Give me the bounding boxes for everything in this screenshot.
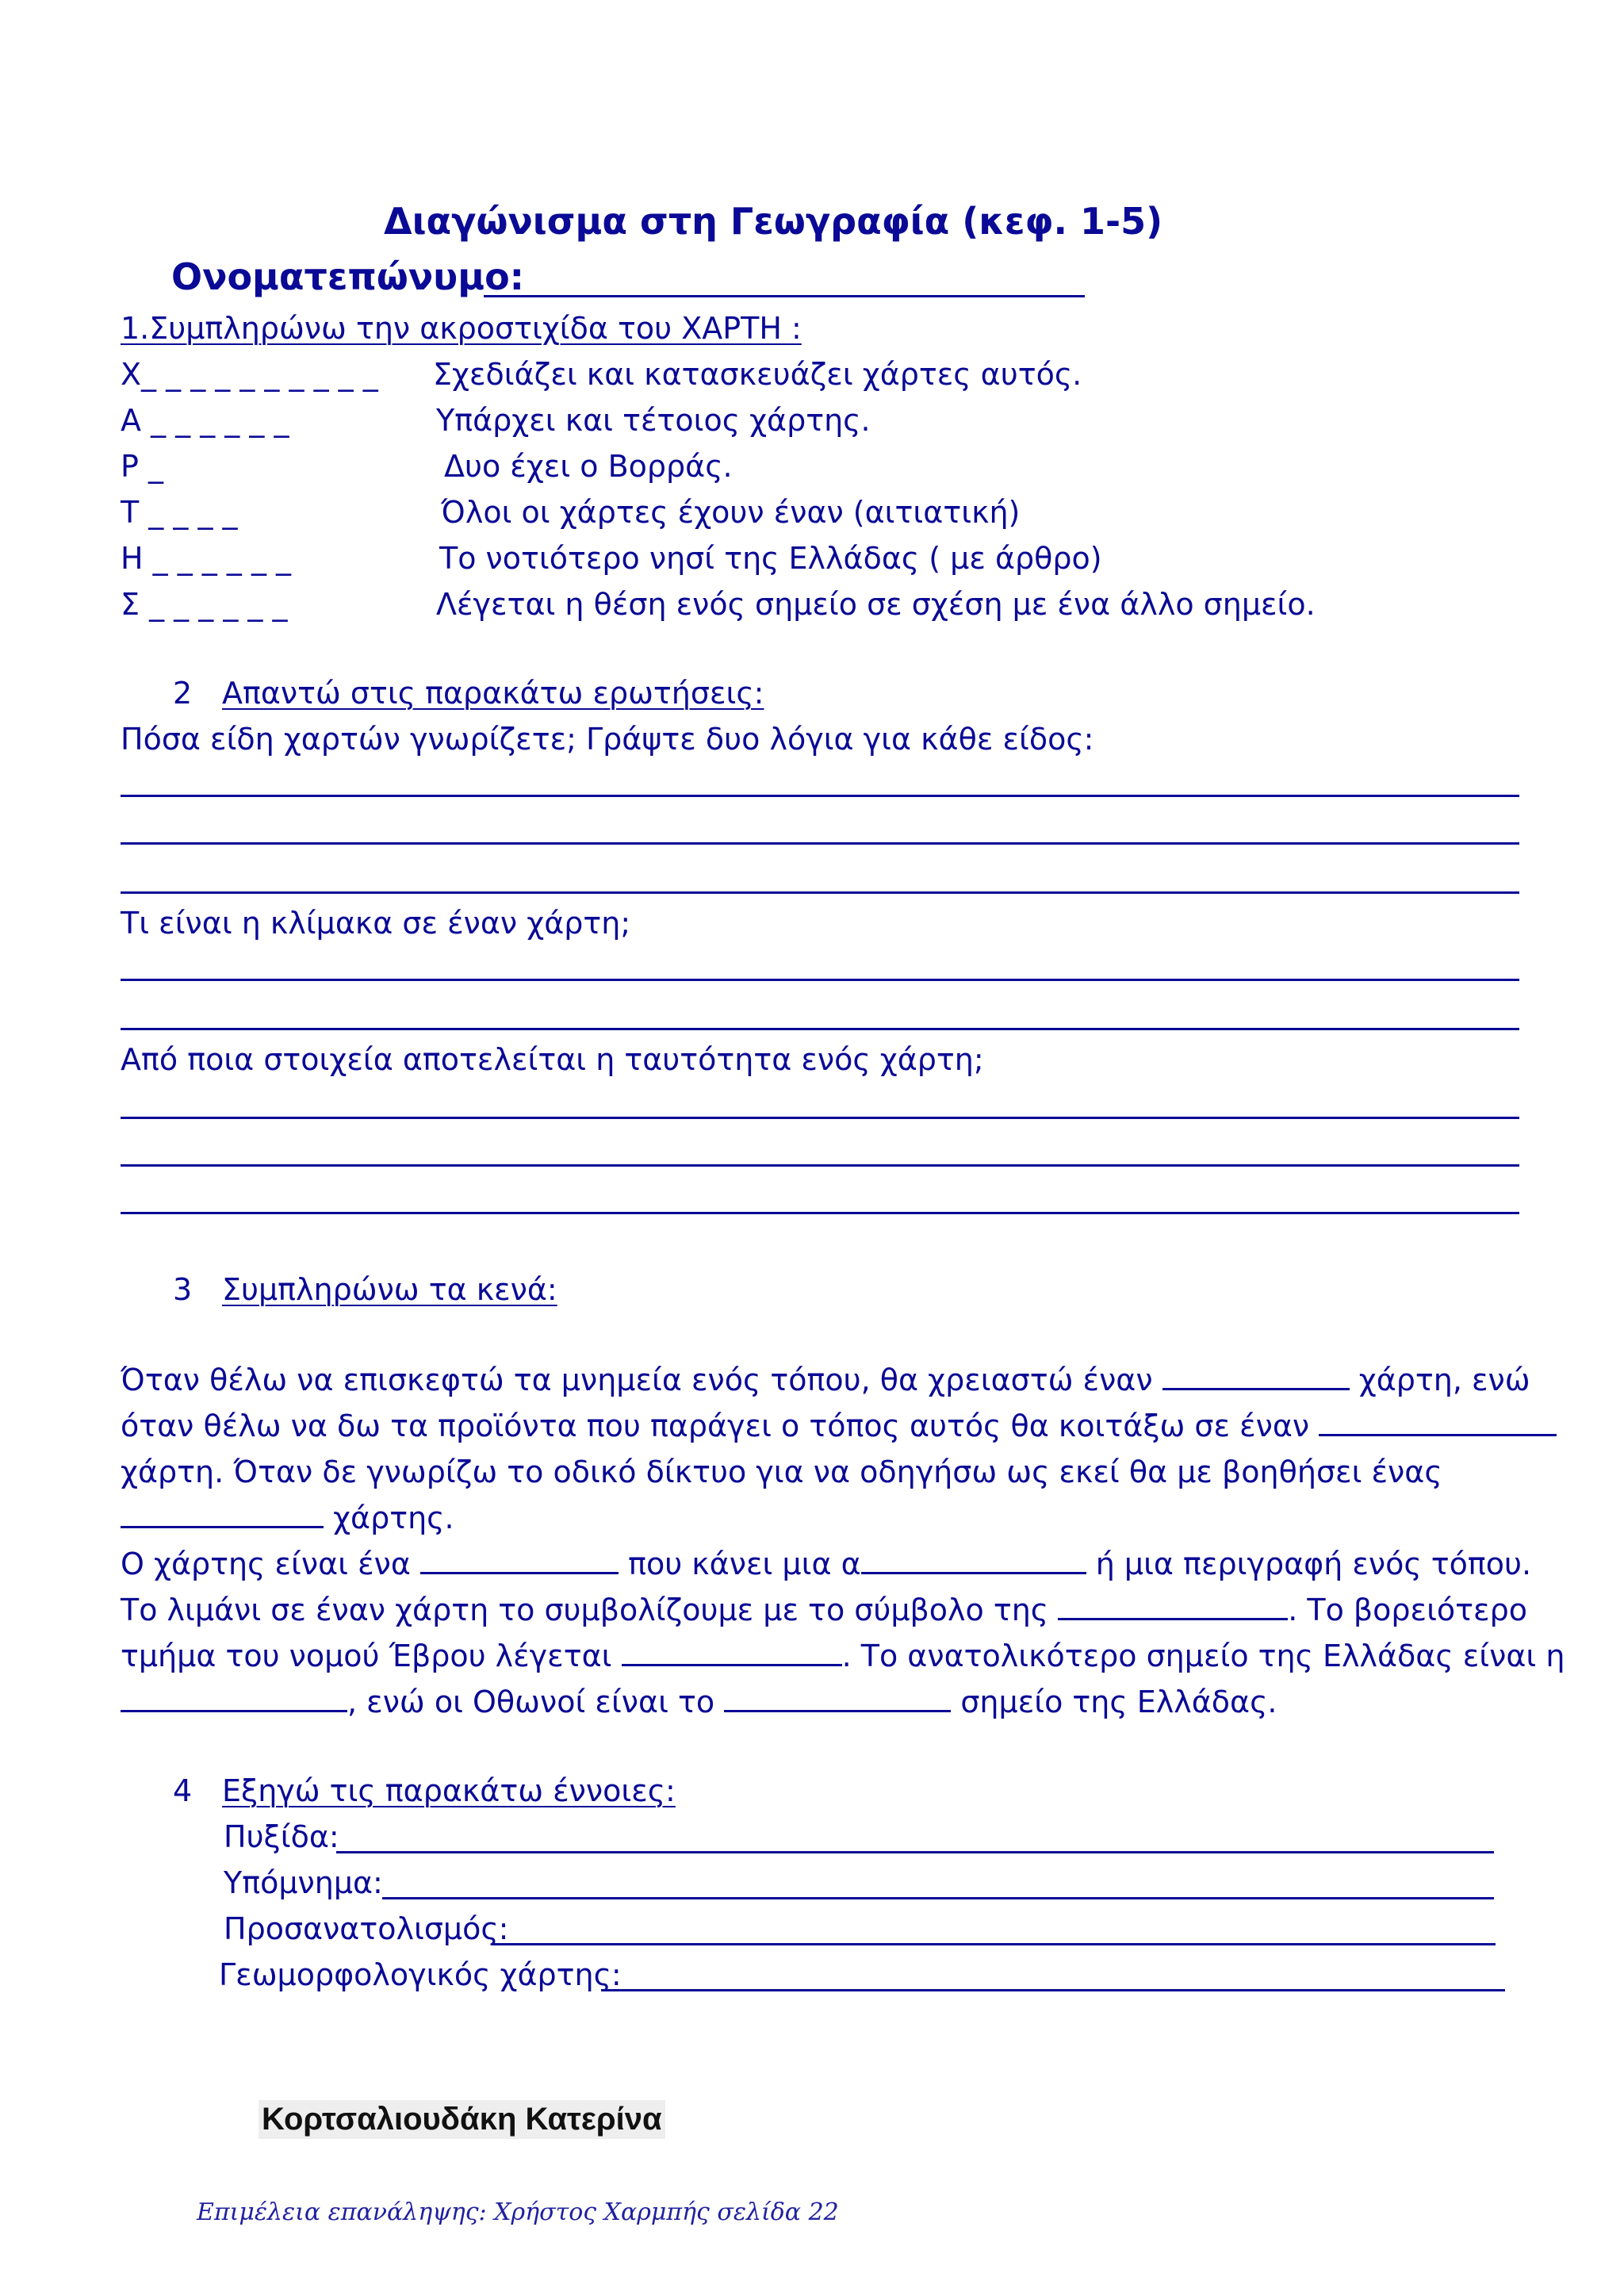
fill-sentence	[121, 1407, 1557, 1445]
fill-sentence	[121, 1637, 1565, 1675]
answer-line[interactable]	[121, 1212, 1519, 1214]
fill-blank[interactable]	[724, 1686, 951, 1712]
fill-sentence	[121, 1683, 1277, 1721]
fill-blank[interactable]	[121, 1502, 324, 1528]
acrostic-clue-x: Σχεδιάζει και κατασκευάζει χάρτες αυτός.	[433, 357, 1082, 392]
answer-line[interactable]	[121, 979, 1519, 981]
acrostic-clue-a: Υπάρχει και τέτοιος χάρτης.	[436, 403, 871, 438]
acrostic-letter-t: Τ _ _ _ _	[121, 495, 238, 530]
q3-number: 3	[173, 1272, 193, 1307]
fill-text: Ο χάρτης είναι ένα	[121, 1547, 411, 1581]
fill-blank[interactable]	[622, 1640, 842, 1666]
fill-blank[interactable]	[1162, 1364, 1350, 1390]
acrostic-letter-x: Χ_ _ _ _ _ _ _ _ _ _	[121, 357, 378, 392]
fill-sentence	[121, 1453, 1442, 1491]
q2-heading: Απαντώ στις παρακάτω ερωτήσεις:	[222, 676, 764, 711]
q2-number: 2	[173, 676, 193, 711]
answer-line[interactable]	[121, 795, 1519, 797]
fill-sentence	[121, 1591, 1527, 1629]
fill-text: . Το βορειότερο	[1288, 1593, 1527, 1627]
fill-text: σημείο της Ελλάδας.	[960, 1685, 1277, 1719]
acrostic-clue-r: Δυο έχει ο Βορράς.	[444, 449, 733, 484]
acrostic-clue-h: Το νοτιότερο νησί της Ελλάδας ( με άρθρο)	[439, 541, 1102, 576]
fill-text: χάρτης.	[333, 1501, 454, 1535]
q2-question-3: Από ποια στοιχεία αποτελείται η ταυτότητα ενός χάρτη;	[121, 1042, 984, 1077]
fill-sentence	[121, 1545, 1531, 1583]
fill-text: χάρτη, ενώ	[1358, 1363, 1530, 1397]
acrostic-letter-a: Α _ _ _ _ _ _	[121, 403, 289, 438]
acrostic-letter-h: Η _ _ _ _ _ _	[121, 541, 292, 576]
term-geomorphological-map: Γεωμορφολογικός χάρτης:	[219, 1957, 622, 1992]
term-answer-line[interactable]	[492, 1943, 1496, 1945]
fill-text: , ενώ οι Οθωνοί είναι το	[347, 1685, 715, 1719]
fill-sentence	[121, 1361, 1530, 1399]
q3-heading: Συμπληρώνω τα κενά:	[222, 1272, 557, 1307]
fill-blank[interactable]	[861, 1548, 1086, 1574]
fill-text: όταν θέλω να δω τα προϊόντα που παράγει ο τόπος αυτός θα κοιτάξω σε έναν	[121, 1409, 1310, 1443]
fill-text: χάρτη. Όταν δε γνωρίζω το οδικό δίκτυο για να οδηγήσω ως εκεί θα με βοηθήσει ένας	[121, 1455, 1442, 1489]
q1-heading: 1.Συμπληρώνω την ακροστιχίδα του ΧΑΡΤΗ :	[121, 311, 802, 346]
fill-text: Όταν θέλω να επισκεφτώ τα μνημεία ενός τόπου, θα χρειαστώ έναν	[121, 1363, 1153, 1397]
term-compass: Πυξίδα:	[224, 1819, 339, 1854]
answer-line[interactable]	[121, 1164, 1519, 1167]
fill-text: Το λιμάνι σε έναν χάρτη το συμβολίζουμε με το σύμβολο της	[121, 1593, 1049, 1627]
q4-number: 4	[173, 1773, 193, 1808]
acrostic-clue-s: Λέγεται η θέση ενός σημείο σε σχέση με ένα άλλο σημείο.	[436, 587, 1316, 622]
acrostic-clue-t: Όλοι οι χάρτες έχουν έναν (αιτιατική)	[441, 495, 1021, 530]
q2-question-1: Πόσα είδη χαρτών γνωρίζετε; Γράψτε δυο λόγια για κάθε είδος:	[121, 722, 1094, 757]
term-legend: Υπόμνημα:	[224, 1865, 383, 1900]
acrostic-letter-s: Σ _ _ _ _ _ _	[121, 587, 288, 622]
fill-blank[interactable]	[1319, 1410, 1557, 1436]
fill-sentence	[121, 1499, 454, 1537]
term-answer-line[interactable]	[336, 1851, 1494, 1853]
fill-blank[interactable]	[420, 1548, 619, 1574]
answer-line[interactable]	[121, 891, 1519, 894]
answer-line[interactable]	[121, 1028, 1519, 1030]
q2-question-2: Τι είναι η κλίμακα σε έναν χάρτη;	[121, 906, 631, 941]
name-field[interactable]	[484, 295, 1085, 297]
author-name: Κορτσαλιουδάκη Κατερίνα	[259, 2100, 665, 2139]
answer-line[interactable]	[121, 1117, 1519, 1119]
term-answer-line[interactable]	[601, 1989, 1505, 1991]
fill-blank[interactable]	[1058, 1594, 1288, 1620]
fill-text: . Το ανατολικότερο σημείο της Ελλάδας είναι η	[841, 1639, 1565, 1673]
page-title: Διαγώνισμα στη Γεωγραφία (κεφ. 1-5)	[384, 200, 1163, 243]
term-orientation: Προσανατολισμός:	[224, 1911, 509, 1946]
q4-heading: Εξηγώ τις παρακάτω έννοιες:	[222, 1773, 676, 1808]
fill-blank[interactable]	[121, 1686, 347, 1712]
answer-line[interactable]	[121, 842, 1519, 845]
fill-text: τμήμα του νομού Έβρου λέγεται	[121, 1639, 612, 1673]
acrostic-letter-r: Ρ _	[121, 449, 163, 484]
name-label: Ονοματεπώνυμο:	[171, 255, 525, 298]
term-answer-line[interactable]	[382, 1897, 1494, 1899]
fill-text: που κάνει μια α	[628, 1547, 861, 1581]
fill-text: ή μια περιγραφή ενός τόπου.	[1095, 1547, 1532, 1581]
page-footer: Επιμέλεια επανάληψης: Χρήστος Χαρμπής σελίδα 22	[197, 2198, 839, 2226]
